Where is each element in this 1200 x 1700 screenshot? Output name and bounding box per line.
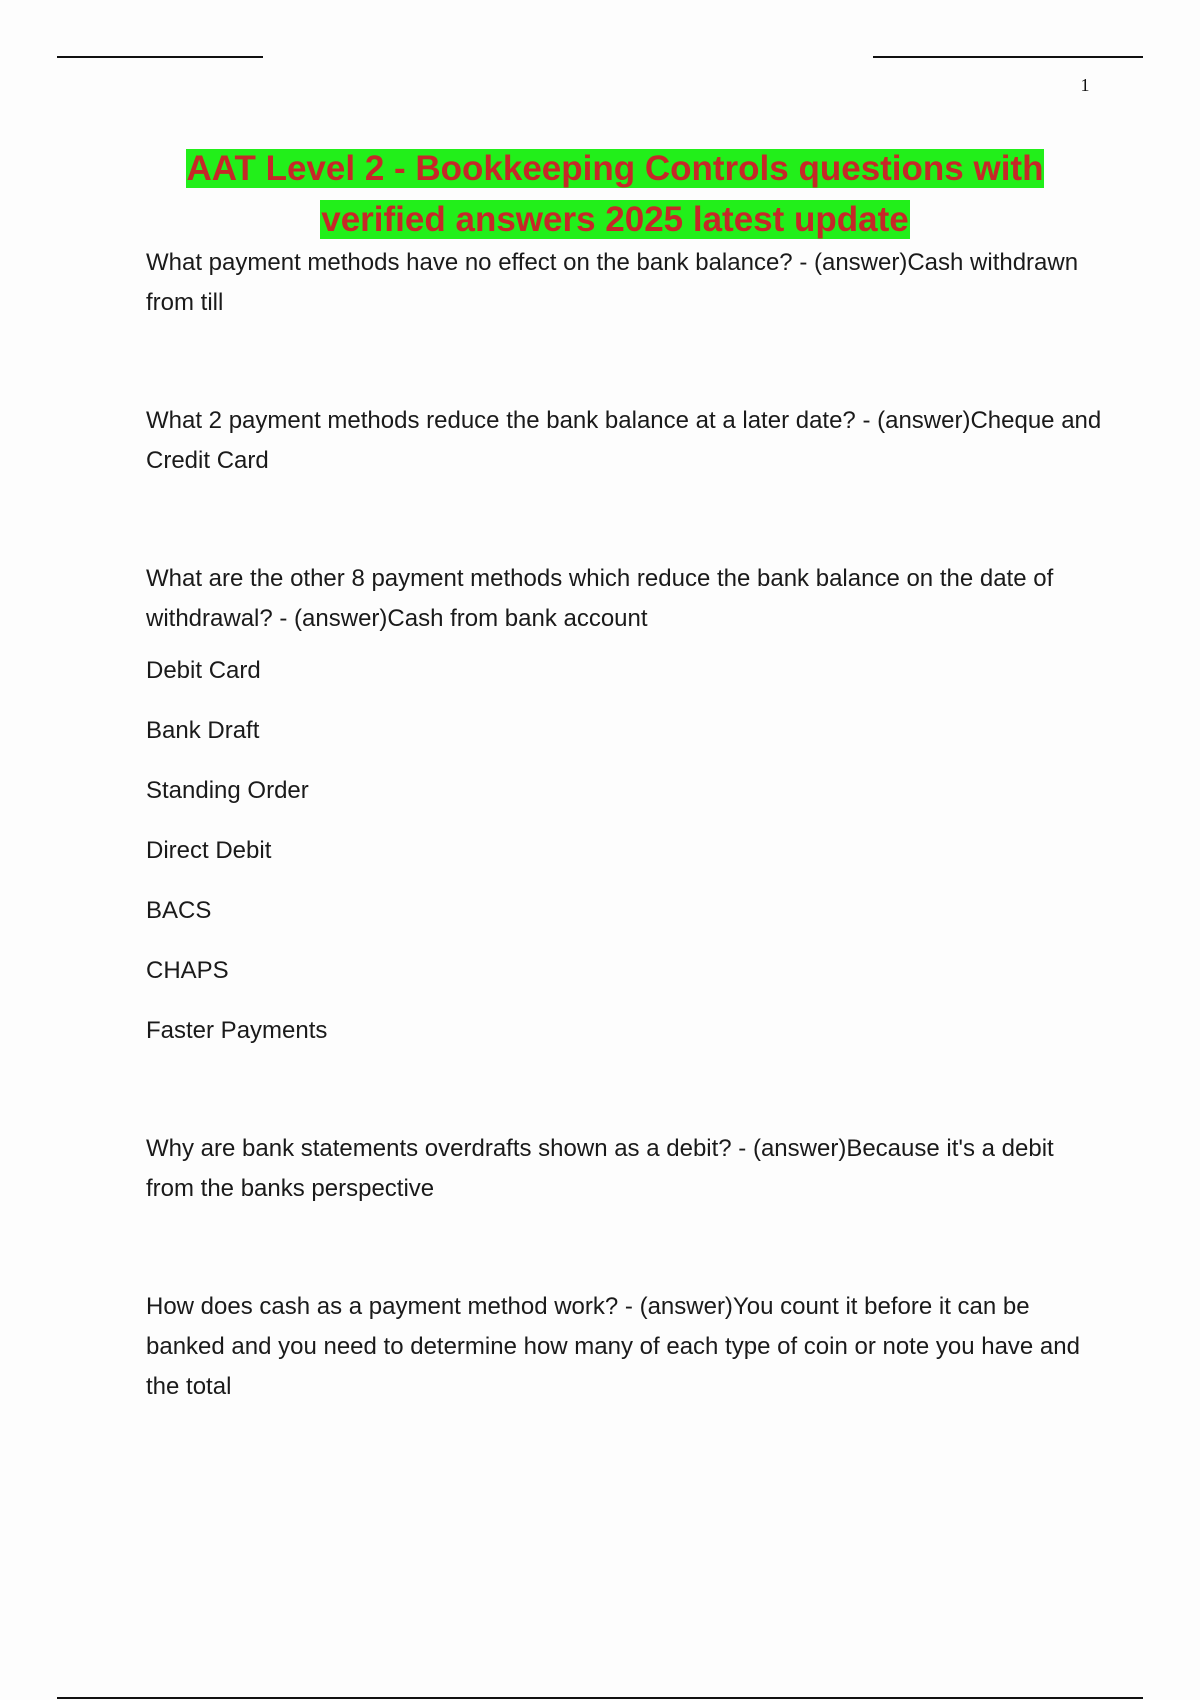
payment-methods-list xyxy=(146,651,1106,1051)
list-item: CHAPS xyxy=(146,957,229,984)
document-title-block xyxy=(120,143,1110,245)
qa-item: What are the other 8 payment methods which reduce the bank balance on the date of withdrawal? - (answer)Cash from bank account xyxy=(146,565,1054,632)
header-rule-left xyxy=(57,56,263,58)
list-item: Debit Card xyxy=(146,657,261,684)
footer-rule xyxy=(57,1697,1143,1699)
header-rule-right xyxy=(873,56,1143,58)
list-item: Direct Debit xyxy=(146,837,272,864)
document-title: AAT Level 2 - Bookkeeping Controls questions with verified answers 2025 latest update xyxy=(186,149,1044,239)
document-body xyxy=(146,243,1106,1407)
qa-item: Why are bank statements overdrafts shown as a debit? - (answer)Because it's a debit from the banks perspective xyxy=(146,1135,1054,1202)
list-item: Bank Draft xyxy=(146,717,260,744)
qa-item: What payment methods have no effect on the bank balance? - (answer)Cash withdrawn from till xyxy=(146,249,1079,316)
page-number: 1 xyxy=(1080,75,1090,95)
list-item: Faster Payments xyxy=(146,1017,328,1044)
qa-item: How does cash as a payment method work? - (answer)You count it before it can be banked and you need to determine how many of each type of coin or note you have and the total xyxy=(146,1293,1080,1400)
qa-item: What 2 payment methods reduce the bank balance at a later date? - (answer)Cheque and Credit Card xyxy=(146,407,1102,474)
list-item: Standing Order xyxy=(146,777,309,804)
list-item: BACS xyxy=(146,897,212,924)
